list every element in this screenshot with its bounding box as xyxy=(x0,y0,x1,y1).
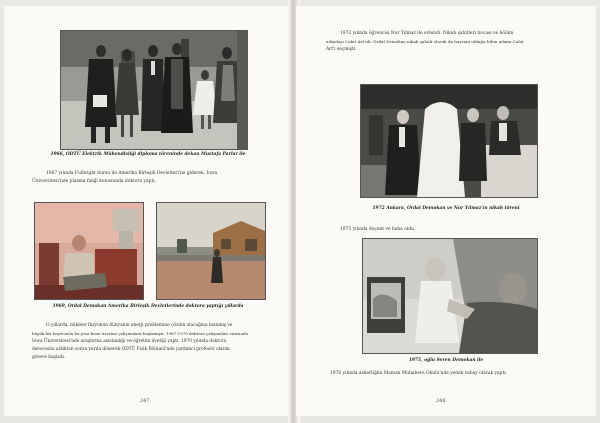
text-line: 1972 yılında öğrencisi Nur Yılmaz ile evlendi. Nikah şahitleri hocası ve bölüm xyxy=(340,31,514,36)
father-son-photo xyxy=(362,238,538,354)
right-page xyxy=(296,6,596,416)
text-line: Iowa Üniversitesi'nde araştırma asistanlığı ve öğretim üyeliği yaptı. 1970 yılında doktora xyxy=(32,339,227,344)
photo-caption: 1969, Ordal Demokan Amerika Birleşik Devletlerinde doktora yaptığı yıllarda xyxy=(52,304,244,309)
paragraph xyxy=(32,170,268,186)
text-line: göreve başladı. xyxy=(32,355,66,360)
paragraph: 1975 yılında doçent ve baba oldu. xyxy=(340,227,416,232)
text-line: derecesini aldıktan sonra yurda dönerek ODTÜ Fizik Bölümü'nde yardımcı profesör olarak xyxy=(32,347,230,352)
page-number: 248 xyxy=(436,398,446,404)
text-line: 1967 yılında Fulbright bursu ile Amerika Birleşik Devletleri'ne giderek, Iowa xyxy=(46,171,218,176)
left-page xyxy=(4,6,292,416)
paragraph: 1976 yılında askerliğini Mamak Muhabere Okulu'nda yedek subay olarak yaptı. xyxy=(330,371,508,376)
paragraph xyxy=(32,322,272,362)
photo-caption: 1975, oğlu Seren Demokan ile xyxy=(408,358,484,363)
paragraph xyxy=(326,30,576,54)
text-line: büyük bir heyecanla bu yeni konu üzerine çalışmalara başlamıştı. 1967-1970 doktora çalışmaları sırasında xyxy=(32,331,248,336)
wedding-photo xyxy=(360,84,538,198)
house-photo xyxy=(156,202,266,300)
office-photo xyxy=(34,202,144,300)
photo-caption: 1972 Ankara, Ordal Demokan ve Nur Yılmaz'ın nikah töreni xyxy=(372,206,520,211)
text-line: Arf'ı seçmişti. xyxy=(326,47,357,52)
text-line: Üniversitesi'nde plazma fiziği konusunda doktora yaptı. xyxy=(32,179,157,184)
page-number: 247 xyxy=(140,398,150,404)
graduation-photo xyxy=(60,30,248,150)
photo-caption: 1966, ODTÜ Elektrik Mühendisliği diploma töreninde dekan Mustafa Parlar ile xyxy=(50,152,246,157)
text-line: arkadaşı Cahit Arf idi. Ordal Demokan nikah şahidi olarak da hayranı olduğu bilim adamı Cahit xyxy=(326,39,524,44)
text-line: O yıllarda, nükleer füzyonun dünyanın enerji problemine çözüm olacağına inanmış ve xyxy=(46,323,233,328)
